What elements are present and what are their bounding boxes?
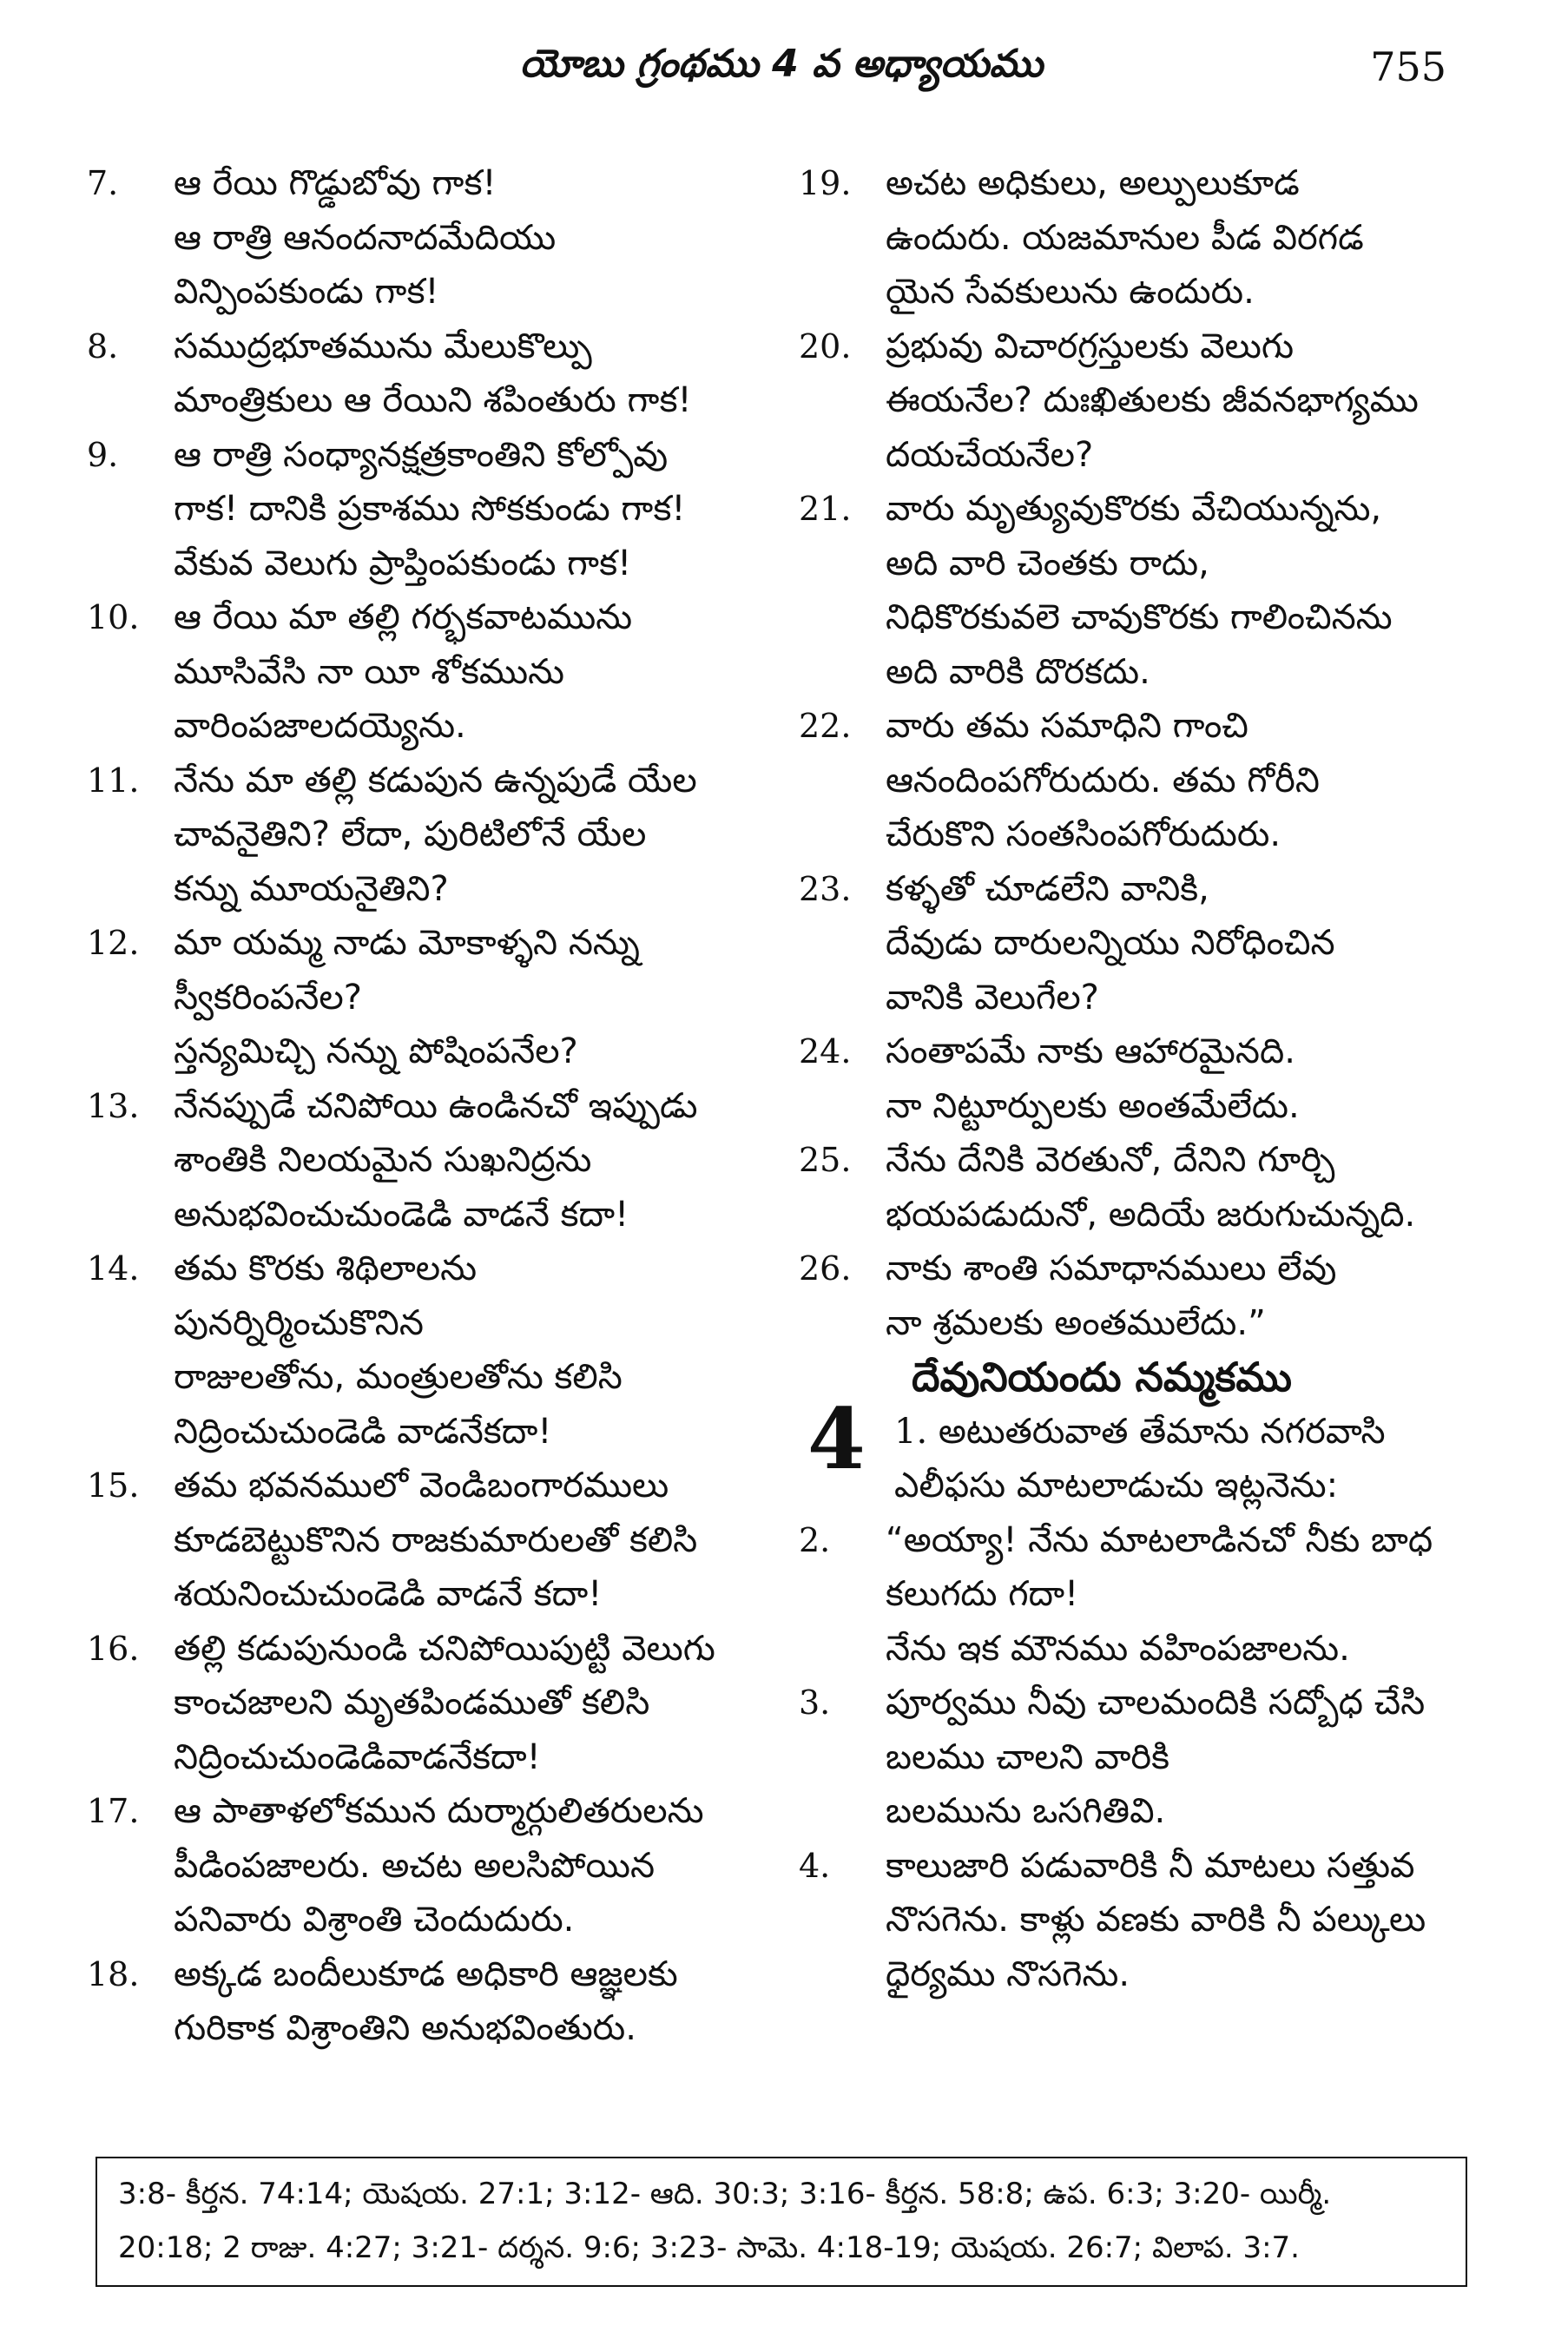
verse-line: ప్రభువు విచారగ్రస్తులకు వెలుగు: [886, 326, 1295, 366]
verse-line: గాక! దానికి ప్రకాశము సోకకుండు గాక!: [174, 489, 686, 529]
verse: [87, 590, 755, 754]
verse-line: అది వారికి దొరకదు.: [886, 651, 1150, 692]
verse-line: [894, 1405, 1476, 1459]
verse-line: నిద్రించుచుండెడివాడనేకదా!: [174, 1736, 541, 1777]
verse-line: చేరుకొని సంతసింపగోరుదురు.: [886, 814, 1281, 854]
verse-line: వారు మృత్యువుకొరకు వేచియున్నను,: [886, 489, 1382, 529]
verse: [799, 1513, 1476, 1677]
verse-line: రాజులతోను, మంత్రులతోను కలిసి: [174, 1357, 623, 1397]
verse-line: నా నిట్టూర్పులకు అంతమేలేదు.: [886, 1085, 1300, 1126]
verse: [799, 1676, 1476, 1839]
verse-text: [174, 754, 755, 917]
verse-text: [886, 1133, 1476, 1242]
verse-line: చావనైతిని? లేదా, పురిటిలోనే యేల: [174, 814, 647, 854]
verse: [799, 1242, 1476, 1350]
verse-number: 22.: [799, 707, 852, 745]
verse-line: “అయ్యా! నేను మాటలాడినచో నీకు బాధ: [886, 1519, 1433, 1560]
verse: [87, 754, 755, 917]
verse-number: 23.: [799, 869, 852, 908]
page-header: [0, 0, 1568, 113]
verse-line: తమ భవనములో వెండిబంగారములు: [174, 1466, 669, 1505]
verse-number: 11.: [87, 761, 140, 800]
verse: [87, 1242, 755, 1459]
verse-text: [174, 1079, 755, 1242]
verse-line: కాలుజారి పడువారికి నీ మాటలు సత్తువ: [886, 1845, 1415, 1886]
verse-line: ధైర్యము నొసగెను.: [886, 1953, 1130, 1994]
verse: [87, 916, 755, 1079]
verse-text: [174, 1242, 755, 1459]
verse-text: [886, 1839, 1476, 2002]
cross-reference-line: 20:18; 2 రాజు. 4:27; 3:21- దర్శన. 9:6; 3:23- సామె. 4:18-19; యెషయ. 26:7; విలాప. 3:7.: [118, 2230, 1300, 2265]
verse-line: నేను ఇక మౌనము వహింపజాలను.: [886, 1628, 1350, 1669]
cross-reference-line: 3:8- కీర్తన. 74:14; యెషయ. 27:1; 3:12- ఆది. 30:3; 3:16- కీర్తన. 58:8; ఉప. 6:3; 3:20- యిర్మీ.: [118, 2177, 1332, 2211]
verse-line: కన్ను మూయనైతిని?: [174, 868, 449, 909]
verse-line: దేవుడు దారులన్నియు నిరోధించిన: [886, 923, 1335, 963]
verse-line: పూర్వము నీవు చాలమందికి సద్బోధ చేసి: [886, 1683, 1426, 1723]
verse-line: పనివారు విశ్రాంతి చెందుదురు.: [174, 1900, 575, 1940]
verse-line: భయపడుదునో, అదియే జరుగుచున్నది.: [886, 1194, 1416, 1235]
verse-line: కలుగదు గదా!: [886, 1574, 1079, 1614]
verse: [799, 320, 1476, 483]
page-number: 755: [1370, 43, 1446, 90]
verse-number: 24.: [799, 1032, 852, 1071]
verse-line: వారు తమ సమాధిని గాంచి: [886, 706, 1248, 746]
verse-text: [174, 1622, 755, 1785]
verse-text: [886, 1242, 1476, 1350]
verse: [87, 320, 755, 428]
verse-text: [886, 1024, 1476, 1133]
verse-line: కళ్ళతో చూడలేని వానికి,: [886, 868, 1209, 909]
verse-line: అక్కడ బందీలుకూడ అధికారి ఆజ్ఞలకు: [174, 1953, 678, 1994]
verse-line: ఆ రేయి గొడ్డుబోవు గాక!: [174, 163, 497, 203]
verse: [87, 1784, 755, 1947]
verse-line: మా యమ్మ నాడు మోకాళ్ళని నన్ను: [174, 923, 640, 963]
verse-line: కాంచజాలని మృతపిండముతో కలిసి: [174, 1683, 650, 1723]
verse-line: ఆనందింపగోరుదురు. తమ గోరీని: [886, 760, 1320, 800]
verse-line: గురికాక విశ్రాంతిని అనుభవింతురు.: [174, 2008, 636, 2048]
verse-number: 20.: [799, 326, 852, 366]
verse-line: ఆ రాత్రి సంధ్యానక్షత్రకాంతిని కోల్పోవు: [174, 434, 669, 475]
verse-line: నిద్రించుచుండెడి వాడనేకదా!: [174, 1411, 552, 1452]
right-column: [799, 156, 1476, 2001]
verse-number: 26.: [799, 1249, 852, 1288]
verse-line: ఉందురు. యజమానుల పీడ విరగడ: [886, 217, 1364, 258]
verse-text: [886, 1513, 1476, 1677]
chapter-4-opening: [799, 1389, 1476, 1513]
verse-line: వారింపజాలదయ్యెను.: [174, 706, 466, 746]
verse-line: బలమును ఒసగితివి.: [886, 1791, 1166, 1831]
chapter-number: 4: [807, 1389, 866, 1488]
verse-line-text: అటుతరువాత తేమాను నగరవాసి: [938, 1411, 1386, 1452]
verse-number: 2.: [799, 1520, 831, 1559]
verse-text: [174, 428, 755, 591]
verse-line: స్తన్యమిచ్చి నన్ను పోషింపనేల?: [174, 1031, 578, 1071]
verse-text: [174, 1459, 755, 1622]
verse-text: [886, 320, 1476, 483]
verse: [799, 862, 1476, 1025]
verse-line: ఆ పాతాళలోకమున దుర్మార్గులితరులను: [174, 1791, 704, 1831]
verse-line: తమ కొరకు శిథిలాలను: [174, 1248, 478, 1288]
verse: [799, 156, 1476, 320]
verse: [87, 1079, 755, 1242]
verse-line: అచట అధికులు, అల్పులుకూడ: [886, 163, 1300, 203]
running-title: యోబు గ్రంథము 4 వ అధ్యాయము: [519, 42, 1044, 86]
verse-line: నేనప్పుడే చనిపోయి ఉండినచో ఇప్పుడు: [174, 1085, 698, 1126]
verse-text: [886, 699, 1476, 862]
verse: [799, 1024, 1476, 1133]
verse-line: ఆ రాత్రి ఆనందనాదమేదియు: [174, 217, 557, 258]
verse-text: [174, 590, 755, 754]
verse: [87, 428, 755, 591]
verse-number: 3.: [799, 1683, 831, 1722]
verse-text: [174, 156, 755, 320]
verse-text: [174, 916, 755, 1079]
verse-line: ఆ రేయి మా తల్లి గర్భకవాటమును: [174, 597, 633, 637]
verse-text: [886, 482, 1476, 699]
verse-number: 10.: [87, 598, 140, 636]
verse-line: ఈయనేల? దుఃఖితులకు జీవనభాగ్యము: [886, 380, 1419, 420]
verse-line: అది వారి చెంతకు రాదు,: [886, 543, 1209, 583]
verse-line: పునర్నిర్మించుకొనిన: [174, 1302, 424, 1343]
verse-text: [886, 862, 1476, 1025]
verse-number: 13.: [87, 1086, 140, 1125]
verses-chapter-4: [799, 1513, 1476, 2002]
verse-line: వేకువ వెలుగు ప్రాప్తింపకుండు గాక!: [174, 543, 632, 583]
verse-text: [174, 1784, 755, 1947]
verse: [87, 1947, 755, 2056]
verse-number: 1.: [894, 1411, 928, 1452]
verse: [87, 1459, 755, 1622]
verse: [87, 156, 755, 320]
left-column: [87, 156, 755, 2056]
verse-number: 25.: [799, 1141, 852, 1179]
verse-text: [886, 1676, 1476, 1839]
verse-line: మూసివేసి నా యీ శోకమును: [174, 651, 564, 692]
verse-number: 21.: [799, 490, 852, 528]
verse-number: 4.: [799, 1846, 831, 1885]
verse-number: 17.: [87, 1792, 140, 1830]
verse-number: 19.: [799, 164, 852, 202]
verse: [799, 699, 1476, 862]
cross-reference-box: [96, 2157, 1467, 2287]
verse-number: 16.: [87, 1629, 140, 1668]
verse: [799, 482, 1476, 699]
verse-number: 15.: [87, 1466, 140, 1505]
verse-line: పీడింపజాలరు. అచట అలసిపోయిన: [174, 1845, 656, 1886]
verse-line: నొసగెను. కాళ్లు వణకు వారికి నీ పల్కులు: [886, 1900, 1426, 1940]
verse-line: యైన సేవకులును ఉందురు.: [886, 272, 1255, 312]
verses-chapter-3-end: [799, 156, 1476, 1350]
verse-number: 14.: [87, 1249, 140, 1288]
verse-line: కూడబెట్టుకొనిన రాజకుమారులతో కలిసి: [174, 1519, 698, 1560]
section-heading: దేవునియందు నమ్మకము: [912, 1354, 1292, 1400]
verse-line: నా శ్రమలకు అంతములేదు.”: [886, 1302, 1266, 1343]
verse: [87, 1622, 755, 1785]
verse-line: తల్లి కడుపునుండి చనిపోయిపుట్టి వెలుగు: [174, 1628, 715, 1669]
verse-line: వానికి వెలుగేల?: [886, 977, 1099, 1018]
verse-number: 9.: [87, 435, 119, 474]
verse: [799, 1133, 1476, 1242]
verse-text: [174, 320, 755, 428]
verse-line: సంతాపమే నాకు ఆహారమైనది.: [886, 1031, 1295, 1071]
verse-line: శయనించుచుండెడి వాడనే కదా!: [174, 1574, 603, 1614]
verse-line: స్వీకరింపనేల?: [174, 977, 362, 1018]
verse-line: విన్పింపకుండు గాక!: [174, 272, 439, 312]
verse-line: ఎలీఫసు మాటలాడుచు ఇట్లనెను:: [894, 1466, 1339, 1505]
verse-number: 8.: [87, 326, 119, 366]
verse-line: నేను దేనికి వెరతునో, దేనిని గూర్చి: [886, 1140, 1335, 1180]
verse-line: దయచేయనేల?: [886, 434, 1094, 475]
verse-line: మాంత్రికులు ఆ రేయిని శపింతురు గాక!: [174, 380, 692, 420]
verse-text: [886, 156, 1476, 320]
verse-line: నిధికొరకువలె చావుకొరకు గాలించినను: [886, 597, 1393, 637]
verse-line: నేను మా తల్లి కడుపున ఉన్నపుడే యేల: [174, 760, 697, 800]
verse: [799, 1839, 1476, 2002]
verse-number: 18.: [87, 1954, 140, 1993]
verse-line: సముద్రభూతమును మేలుకొల్పు: [174, 326, 592, 366]
verse-line: శాంతికి నిలయమైన సుఖనిద్రను: [174, 1140, 592, 1180]
verse-line: నాకు శాంతి సమాధానములు లేవు: [886, 1248, 1337, 1288]
verse-line: అనుభవించుచుండెడి వాడనే కదా!: [174, 1194, 629, 1235]
verse-text: [174, 1947, 755, 2056]
verse-number: 12.: [87, 924, 140, 962]
verse-number: 7.: [87, 164, 119, 202]
verse-line: బలము చాలని వారికి: [886, 1736, 1170, 1777]
verse-1-text: [894, 1405, 1476, 1513]
